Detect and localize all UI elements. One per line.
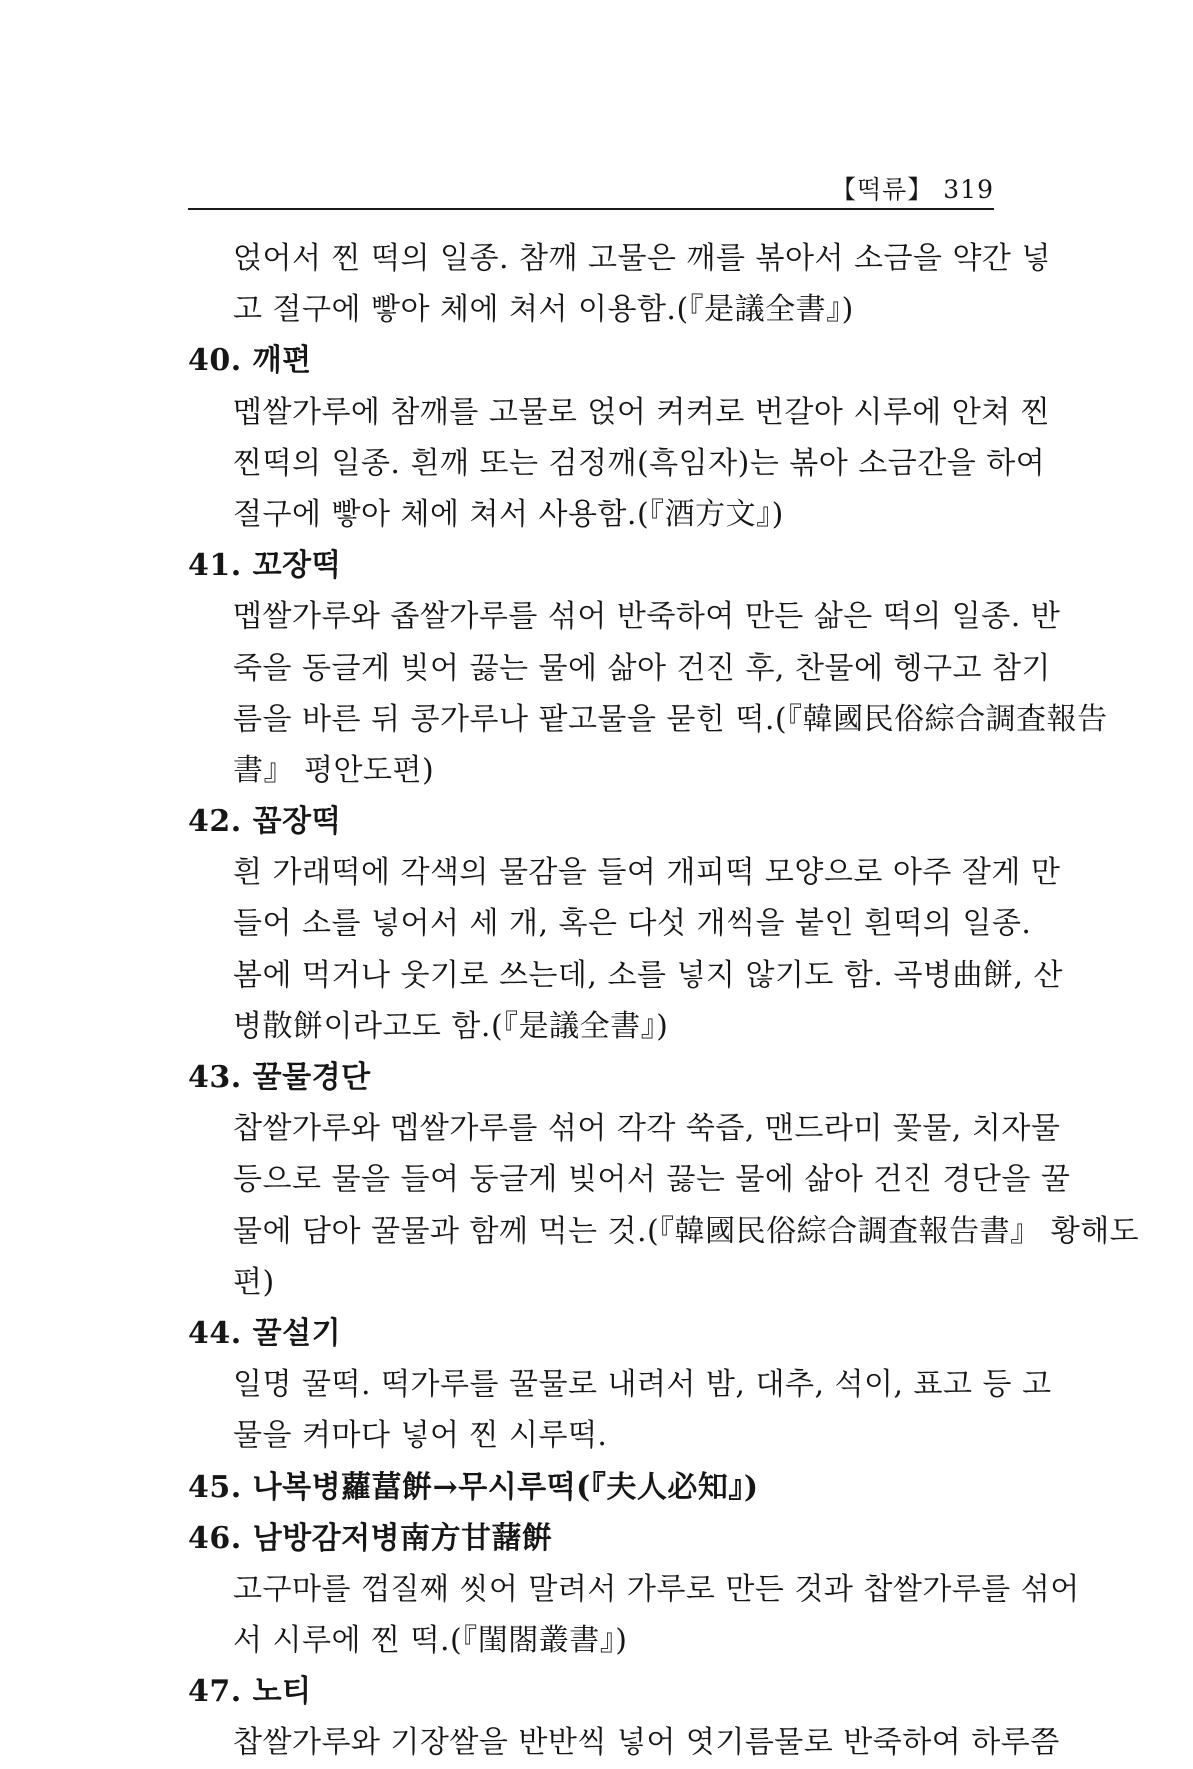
entry-title: 41. 꼬장떡 — [188, 548, 342, 584]
entry-text-line: 물에 담아 꿀물과 함께 먹는 것.(『韓國民俗綜合調査報告書』 황해도 — [233, 1213, 1140, 1249]
entry-title: 44. 꿀설기 — [188, 1315, 342, 1351]
entry-text-line: 書』 평안도편) — [233, 752, 435, 788]
entry-title: 42. 꼽장떡 — [188, 804, 342, 840]
entry-title: 47. 노티 — [188, 1674, 312, 1710]
running-header — [188, 170, 994, 206]
entry-text-line: 멥쌀가루와 좁쌀가루를 섞어 반죽하여 만든 삶은 떡의 일종. 반 — [233, 599, 1061, 635]
entry-title: 45. 나복병蘿葍餠→무시루떡(『夫人必知』) — [188, 1469, 759, 1505]
entry-text-line: 일명 꿀떡. 떡가루를 꿀물로 내려서 밤, 대추, 석이, 표고 등 고 — [233, 1367, 1052, 1403]
dictionary-body — [188, 233, 1140, 1769]
entry-text-line: 등으로 물을 들여 둥글게 빚어서 끓는 물에 삶아 건진 경단을 꿀 — [233, 1162, 1071, 1198]
section-label: 【떡류】 — [830, 175, 934, 204]
entry-title: 43. 꿀물경단 — [188, 1060, 371, 1095]
entry-text-line: 고구마를 껍질째 씻어 말려서 가루로 만든 것과 찹쌀가루를 섞어 — [233, 1571, 1080, 1607]
entry-text-line: 찐떡의 일종. 흰깨 또는 검정깨(흑임자)는 볶아 소금간을 하여 — [233, 445, 1046, 481]
entry-text-line: 절구에 빻아 체에 쳐서 사용함.(『酒方文』) — [233, 496, 784, 532]
entry-text-line: 멥쌀가루에 참깨를 고물로 얹어 켜켜로 번갈아 시루에 안쳐 찐 — [233, 394, 1051, 430]
entry-text-line: 서 시루에 찐 떡.(『閨閤叢書』) — [233, 1623, 628, 1659]
entry-text-line: 봄에 먹거나 웃기로 쓰는데, 소를 넣지 않기도 함. 곡병曲餅, 산 — [233, 957, 1063, 993]
entry-text-line: 들어 소를 넣어서 세 개, 혹은 다섯 개씩을 붙인 흰떡의 일종. — [233, 906, 1032, 942]
entry-text-line: 얹어서 찐 떡의 일종. 참깨 고물은 깨를 볶아서 소금을 약간 넣 — [233, 241, 1051, 276]
entry-text-line: 흰 가래떡에 각색의 물감을 들여 개피떡 모양으로 아주 잘게 만 — [233, 855, 1061, 891]
entry-title: 46. 남방감저병南方甘藷餠 — [188, 1520, 553, 1556]
entry-text-line: 고 절구에 빻아 체에 쳐서 이용함.(『是議全書』) — [233, 292, 854, 328]
header-rule — [188, 208, 994, 210]
entry-text-line: 병散餅이라고도 함.(『是議全書』) — [233, 1008, 669, 1044]
entry-text-line: 죽을 동글게 빚어 끓는 물에 삶아 건진 후, 찬물에 헹구고 참기 — [233, 650, 1051, 686]
entry-text-line: 편) — [233, 1264, 275, 1300]
entry-text-line: 름을 바른 뒤 콩가루나 팥고물을 묻힌 떡.(『韓國民俗綜合調査報告 — [233, 701, 1108, 737]
entry-text-line: 찹쌀가루와 멥쌀가루를 섞어 각각 쑥즙, 맨드라미 꽃물, 치자물 — [233, 1111, 1061, 1147]
entry-text-line: 찹쌀가루와 기장쌀을 반반씩 넣어 엿기름물로 반죽하여 하루쯤 — [233, 1725, 1060, 1761]
entry-text-line: 물을 켜마다 넣어 찐 시루떡. — [233, 1418, 608, 1454]
entry-title: 40. 깨편 — [188, 343, 312, 379]
page-number: 319 — [943, 175, 994, 204]
